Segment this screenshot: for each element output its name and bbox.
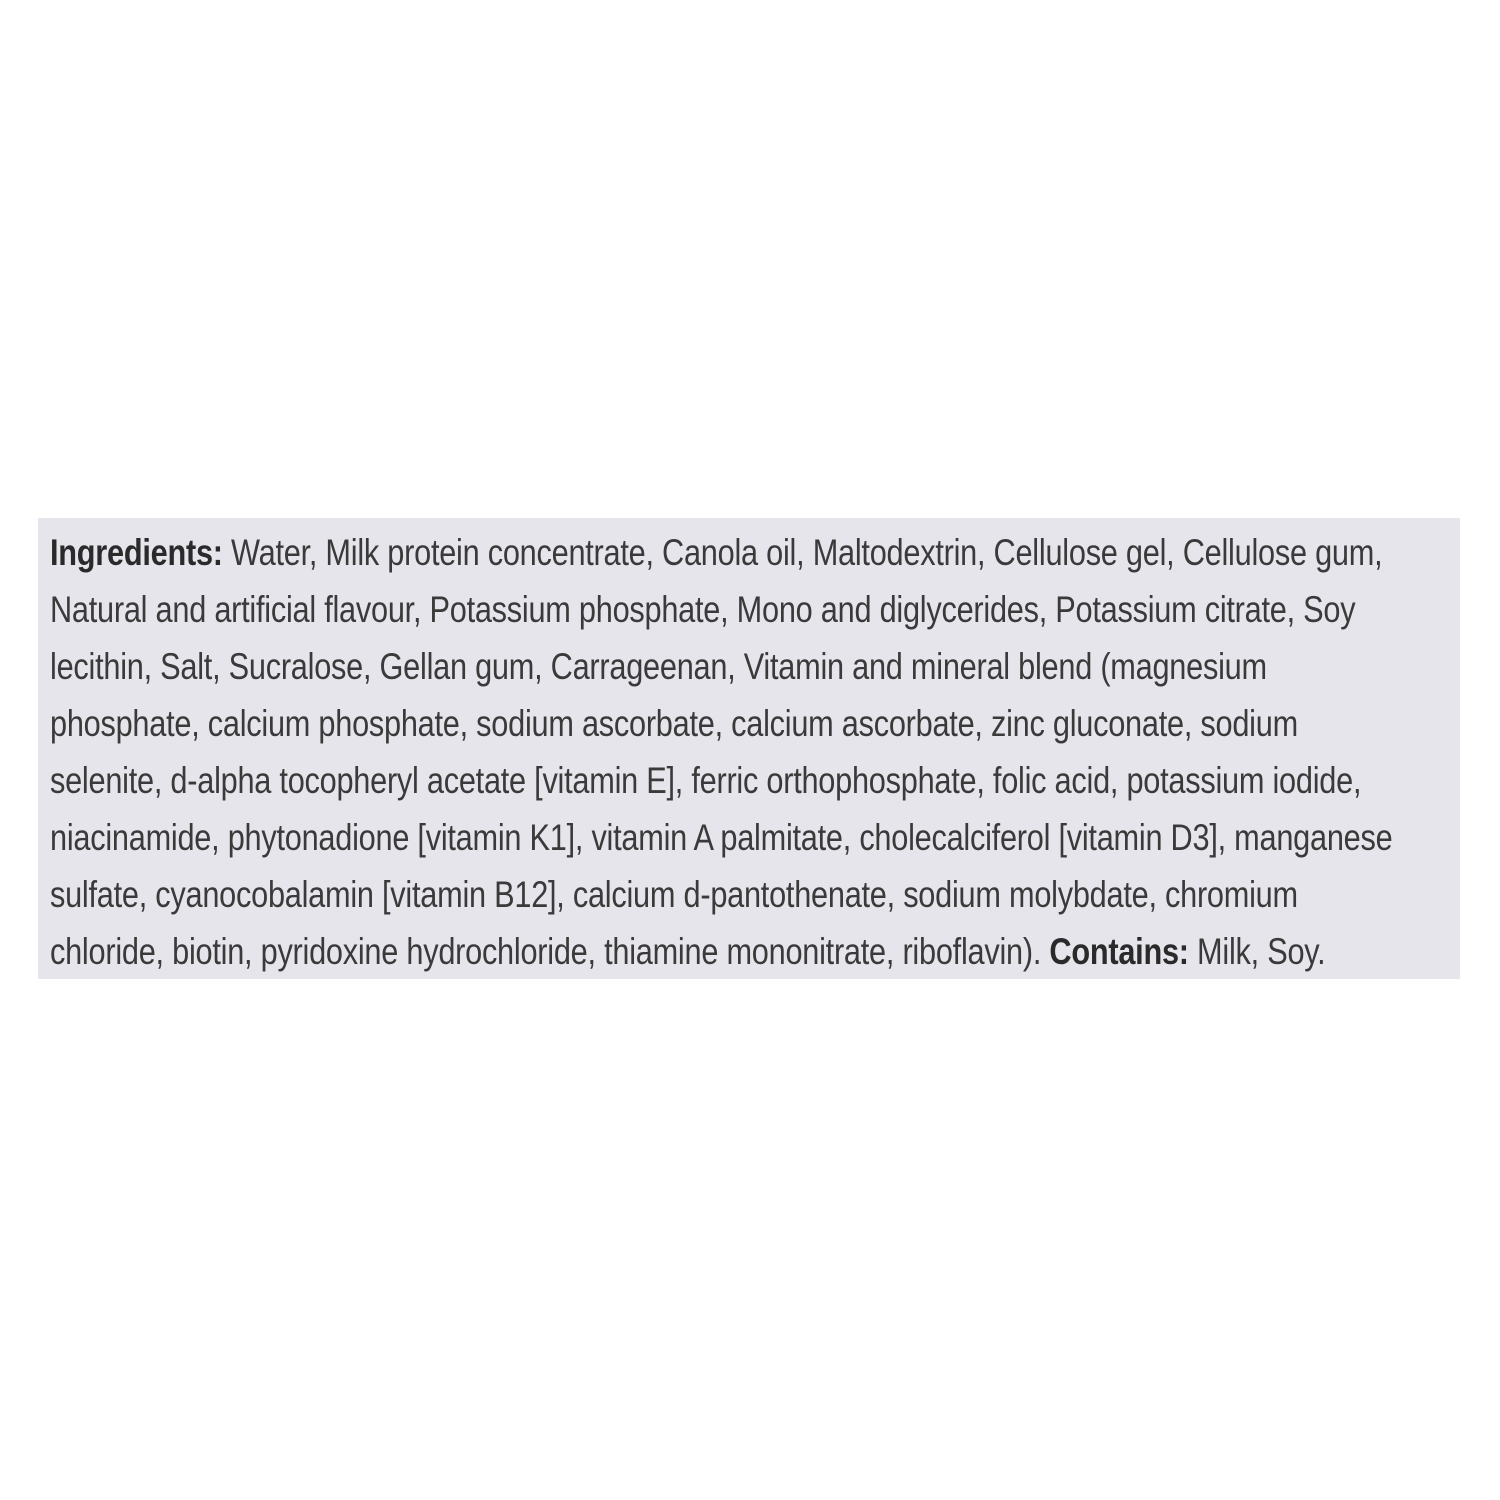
ingredients-line-4: phosphate, calcium phosphate, sodium ascorbate, calcium ascorbate, zinc gluconate, sodium [50, 703, 1298, 744]
ingredients-label-panel [38, 518, 1460, 979]
ingredients-text: Water, Milk protein concentrate, Canola oil, Maltodextrin, Cellulose gel, Cellulose gum, [222, 532, 1383, 573]
ingredients-line-8 [50, 923, 1326, 980]
ingredients-line-7: sulfate, cyanocobalamin [vitamin B12], calcium d-pantothenate, sodium molybdate, chromium [50, 874, 1298, 915]
ingredients-text-end: chloride, biotin, pyridoxine hydrochloride, thiamine mononitrate, riboflavin). [50, 931, 1050, 972]
ingredients-heading: Ingredients: [50, 532, 223, 573]
ingredients-line-1 [50, 524, 1383, 581]
contains-text: Milk, Soy. [1188, 931, 1326, 972]
ingredients-line-3: lecithin, Salt, Sucralose, Gellan gum, Carrageenan, Vitamin and mineral blend (magnesium [50, 646, 1267, 687]
contains-heading: Contains: [1049, 931, 1189, 972]
ingredients-line-6: niacinamide, phytonadione [vitamin K1], vitamin A palmitate, cholecalciferol [vitamin D3], manganese [50, 817, 1393, 858]
ingredients-line-2: Natural and artificial flavour, Potassium phosphate, Mono and diglycerides, Potassium citrate, Soy [50, 589, 1356, 630]
ingredients-paragraph [50, 524, 1393, 980]
ingredients-line-5: selenite, d-alpha tocopheryl acetate [vitamin E], ferric orthophosphate, folic acid, potassium iodide, [50, 760, 1362, 801]
